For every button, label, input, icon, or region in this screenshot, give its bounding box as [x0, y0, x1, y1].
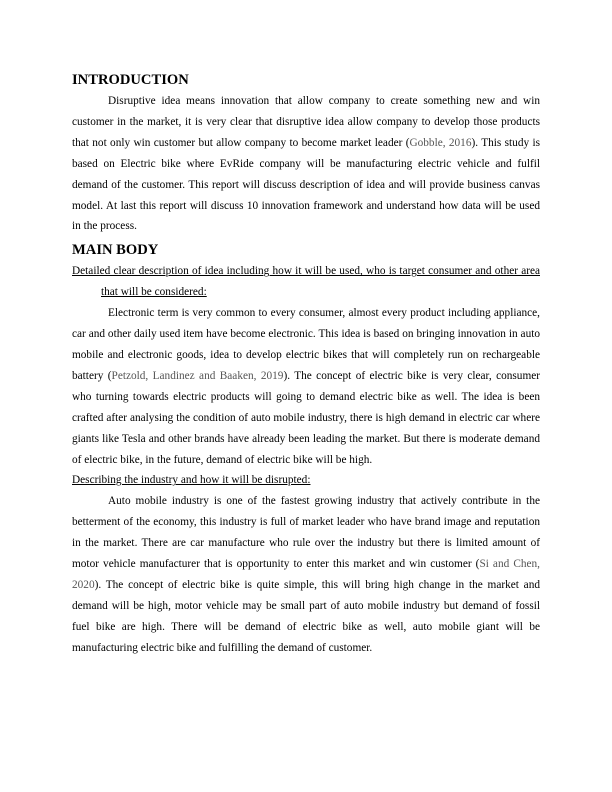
idea-text-start: Electronic term is very common to every consumer, almost every product including appliance, car and other daily used item have become electronic. This idea is based on bringing innovation in auto mobile and electronic goods, idea to develop electric bikes that will completely run on rechargeable battery (: [72, 307, 540, 382]
introduction-text-end: ). This study is based on Electric bike where EvRide company will be manufacturing electric vehicle and fulfil demand of the customer. This report will discuss description of idea and will provide business canvas model. At last this report will discuss 10 innovation framework and understand how data will be used in the process.: [72, 136, 540, 233]
industry-paragraph: [72, 491, 540, 658]
industry-subheading: Describing the industry and how it will be disrupted:: [72, 474, 311, 487]
citation-petzold: Petzold, Landinez and Baaken, 2019: [111, 369, 284, 382]
main-body-heading: MAIN BODY: [72, 242, 159, 259]
introduction-heading: INTRODUCTION: [72, 72, 189, 88]
idea-description-subheading: Detailed clear description of idea including how it will be used, who is target consumer and other area that will be considered:: [72, 265, 540, 299]
citation-gobble: Gobble, 2016: [409, 136, 472, 149]
introduction-text-start: Disruptive idea means innovation that allow company to create something new and win customer in the market, it is very clear that disruptive idea allow company to develop those products that not only win customer but allow company to become market leader (: [72, 95, 540, 149]
citation-si-chen: Si and Chen, 2020: [72, 558, 540, 591]
introduction-paragraph: [72, 91, 540, 237]
idea-text-end: ). The concept of electric bike is very clear, consumer who turning towards electric products will going to demand electric bike as well. The idea is been crafted after analysing the condition of auto mobile industry, there is high demand in electric car where giants like Tesla and other brands have already been leading the market. But there is moderate demand of electric bike, in the future, demand of electric bike will be high.: [72, 369, 541, 466]
idea-description-paragraph: [72, 303, 540, 470]
industry-text-end: ). The concept of electric bike is quite simple, this will bring high change in the market and demand will be high, motor vehicle may be small part of auto mobile industry but demand of fossil fuel bike are high. There will be demand of electric bike as well, auto mobile giant will be manufacturing electric bike and fulfilling the demand of customer.: [72, 578, 540, 654]
document-page: [72, 70, 540, 659]
industry-text-start: Auto mobile industry is one of the fastest growing industry that actively contribute in the betterment of the economy, this industry is full of market leader who have brand image and reputation in the market. There are car manufacture who rule over the industry but there is limited amount of motor vehicle manufacturer that is opportunity to enter this market and win customer (: [72, 495, 540, 571]
